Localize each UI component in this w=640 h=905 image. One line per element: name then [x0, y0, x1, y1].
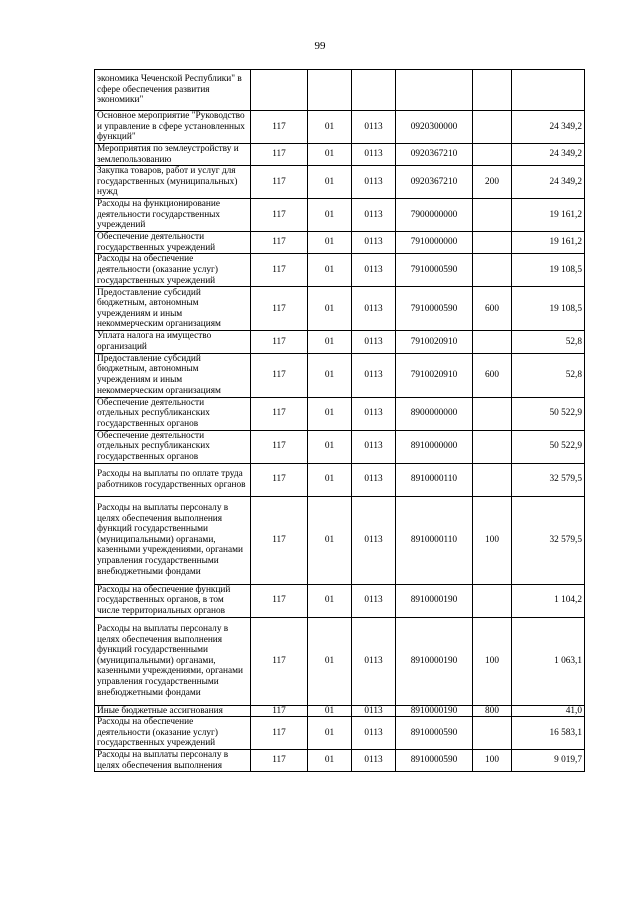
table-row — [95, 331, 585, 353]
table-row — [95, 287, 585, 331]
amount: 24 349,2 — [512, 144, 585, 166]
table-row — [95, 496, 585, 584]
budget-table-body — [95, 70, 585, 772]
section-code: 01 — [308, 331, 352, 353]
subsection-code: 0113 — [352, 232, 396, 254]
amount: 19 108,5 — [512, 254, 585, 287]
admin-code: 117 — [251, 397, 308, 430]
row-name: Расходы на выплаты персоналу в целях обеспечения выполнения функций государственными (муниципальными) органами, казенными учреждениями, органами управления государственными внебюджетными фондами — [95, 496, 251, 584]
expense-type-code: 100 — [473, 496, 512, 584]
row-name: Расходы на выплаты по оплате труда работников государственных органов — [95, 463, 251, 496]
subsection-code: 0113 — [352, 199, 396, 232]
table-row — [95, 705, 585, 717]
subsection-code: 0113 — [352, 584, 396, 617]
expense-type-code: 100 — [473, 617, 512, 705]
admin-code: 117 — [251, 199, 308, 232]
admin-code: 117 — [251, 111, 308, 144]
amount: 1 104,2 — [512, 584, 585, 617]
admin-code: 117 — [251, 144, 308, 166]
amount — [512, 70, 585, 111]
target-code: 8910000590 — [396, 750, 473, 772]
subsection-code: 0113 — [352, 397, 396, 430]
target-code: 0920300000 — [396, 111, 473, 144]
section-code: 01 — [308, 705, 352, 717]
section-code: 01 — [308, 254, 352, 287]
row-name: Предоставление субсидий бюджетным, автономным учреждениям и иным некоммерческим организациям — [95, 287, 251, 331]
target-code: 0920367210 — [396, 166, 473, 199]
row-name: Уплата налога на имущество организаций — [95, 331, 251, 353]
section-code: 01 — [308, 584, 352, 617]
target-code: 8910000190 — [396, 705, 473, 717]
expense-type-code — [473, 717, 512, 750]
amount: 1 063,1 — [512, 617, 585, 705]
subsection-code: 0113 — [352, 463, 396, 496]
budget-table — [94, 69, 585, 772]
subsection-code: 0113 — [352, 717, 396, 750]
expense-type-code — [473, 397, 512, 430]
admin-code — [251, 70, 308, 111]
row-name: Расходы на выплаты персоналу в целях обеспечения выполнения — [95, 750, 251, 772]
section-code: 01 — [308, 750, 352, 772]
row-name: Предоставление субсидий бюджетным, автономным учреждениям и иным некоммерческим организациям — [95, 353, 251, 397]
amount: 50 522,9 — [512, 397, 585, 430]
subsection-code: 0113 — [352, 750, 396, 772]
admin-code: 117 — [251, 717, 308, 750]
row-name: Расходы на обеспечение деятельности (оказание услуг) государственных учреждений — [95, 254, 251, 287]
expense-type-code — [473, 111, 512, 144]
section-code: 01 — [308, 617, 352, 705]
target-code: 7910000000 — [396, 232, 473, 254]
row-name: Обеспечение деятельности отдельных республиканских государственных органов — [95, 397, 251, 430]
row-name: Основное мероприятие "Руководство и управление в сфере установленных функций" — [95, 111, 251, 144]
target-code: 8910000590 — [396, 717, 473, 750]
amount: 19 161,2 — [512, 199, 585, 232]
admin-code: 117 — [251, 705, 308, 717]
admin-code: 117 — [251, 750, 308, 772]
section-code: 01 — [308, 287, 352, 331]
page-number: 99 — [314, 40, 326, 52]
expense-type-code — [473, 144, 512, 166]
target-code: 7910000590 — [396, 254, 473, 287]
target-code: 0920367210 — [396, 144, 473, 166]
table-row — [95, 232, 585, 254]
table-row — [95, 111, 585, 144]
section-code — [308, 70, 352, 111]
table-row — [95, 750, 585, 772]
section-code: 01 — [308, 463, 352, 496]
section-code: 01 — [308, 232, 352, 254]
table-row — [95, 463, 585, 496]
admin-code: 117 — [251, 331, 308, 353]
target-code: 7910020910 — [396, 353, 473, 397]
target-code: 8910000190 — [396, 617, 473, 705]
admin-code: 117 — [251, 353, 308, 397]
section-code: 01 — [308, 430, 352, 463]
row-name: Расходы на функционирование деятельности государственных учреждений — [95, 199, 251, 232]
target-code: 8910000110 — [396, 463, 473, 496]
row-name: экономика Чеченской Республики" в сфере обеспечения развития экономики" — [95, 70, 251, 111]
section-code: 01 — [308, 496, 352, 584]
row-name: Иные бюджетные ассигнования — [95, 705, 251, 717]
row-name: Расходы на обеспечение функций государственных органов, в том числе территориальных органов — [95, 584, 251, 617]
target-code: 8910000000 — [396, 430, 473, 463]
section-code: 01 — [308, 166, 352, 199]
table-row — [95, 353, 585, 397]
amount: 24 349,2 — [512, 166, 585, 199]
admin-code: 117 — [251, 232, 308, 254]
target-code: 8910000190 — [396, 584, 473, 617]
row-name: Обеспечение деятельности отдельных республиканских государственных органов — [95, 430, 251, 463]
target-code: 7900000000 — [396, 199, 473, 232]
amount: 41,0 — [512, 705, 585, 717]
section-code: 01 — [308, 144, 352, 166]
admin-code: 117 — [251, 166, 308, 199]
section-code: 01 — [308, 111, 352, 144]
target-code — [396, 70, 473, 111]
expense-type-code — [473, 254, 512, 287]
subsection-code: 0113 — [352, 144, 396, 166]
subsection-code: 0113 — [352, 430, 396, 463]
expense-type-code — [473, 199, 512, 232]
expense-type-code — [473, 430, 512, 463]
admin-code: 117 — [251, 496, 308, 584]
amount: 16 583,1 — [512, 717, 585, 750]
expense-type-code: 100 — [473, 750, 512, 772]
amount: 32 579,5 — [512, 496, 585, 584]
expense-type-code — [473, 331, 512, 353]
amount: 52,8 — [512, 353, 585, 397]
table-row — [95, 584, 585, 617]
admin-code: 117 — [251, 254, 308, 287]
table-row — [95, 397, 585, 430]
row-name: Закупка товаров, работ и услуг для государственных (муниципальных) нужд — [95, 166, 251, 199]
table-row — [95, 166, 585, 199]
amount: 19 108,5 — [512, 287, 585, 331]
expense-type-code — [473, 70, 512, 111]
expense-type-code: 800 — [473, 705, 512, 717]
amount: 19 161,2 — [512, 232, 585, 254]
expense-type-code — [473, 584, 512, 617]
expense-type-code: 200 — [473, 166, 512, 199]
target-code: 7910000590 — [396, 287, 473, 331]
subsection-code: 0113 — [352, 496, 396, 584]
table-row — [95, 254, 585, 287]
section-code: 01 — [308, 717, 352, 750]
subsection-code: 0113 — [352, 287, 396, 331]
row-name: Мероприятия по землеустройству и землепользованию — [95, 144, 251, 166]
target-code: 7910020910 — [396, 331, 473, 353]
admin-code: 117 — [251, 287, 308, 331]
subsection-code — [352, 70, 396, 111]
subsection-code: 0113 — [352, 111, 396, 144]
amount: 9 019,7 — [512, 750, 585, 772]
expense-type-code: 600 — [473, 287, 512, 331]
table-row — [95, 199, 585, 232]
table-row — [95, 430, 585, 463]
subsection-code: 0113 — [352, 353, 396, 397]
section-code: 01 — [308, 353, 352, 397]
amount: 52,8 — [512, 331, 585, 353]
target-code: 8910000110 — [396, 496, 473, 584]
expense-type-code — [473, 463, 512, 496]
amount: 32 579,5 — [512, 463, 585, 496]
admin-code: 117 — [251, 430, 308, 463]
subsection-code: 0113 — [352, 331, 396, 353]
subsection-code: 0113 — [352, 166, 396, 199]
row-name: Обеспечение деятельности государственных учреждений — [95, 232, 251, 254]
subsection-code: 0113 — [352, 705, 396, 717]
table-row — [95, 617, 585, 705]
expense-type-code — [473, 232, 512, 254]
expense-type-code: 600 — [473, 353, 512, 397]
target-code: 8900000000 — [396, 397, 473, 430]
admin-code: 117 — [251, 584, 308, 617]
amount: 24 349,2 — [512, 111, 585, 144]
amount: 50 522,9 — [512, 430, 585, 463]
admin-code: 117 — [251, 463, 308, 496]
row-name: Расходы на выплаты персоналу в целях обеспечения выполнения функций государственными (муниципальными) органами, казенными учреждениями, органами управления государственными внебюджетными фондами — [95, 617, 251, 705]
section-code: 01 — [308, 199, 352, 232]
table-row — [95, 144, 585, 166]
subsection-code: 0113 — [352, 617, 396, 705]
row-name: Расходы на обеспечение деятельности (оказание услуг) государственных учреждений — [95, 717, 251, 750]
table-row — [95, 717, 585, 750]
section-code: 01 — [308, 397, 352, 430]
table-row — [95, 70, 585, 111]
subsection-code: 0113 — [352, 254, 396, 287]
admin-code: 117 — [251, 617, 308, 705]
